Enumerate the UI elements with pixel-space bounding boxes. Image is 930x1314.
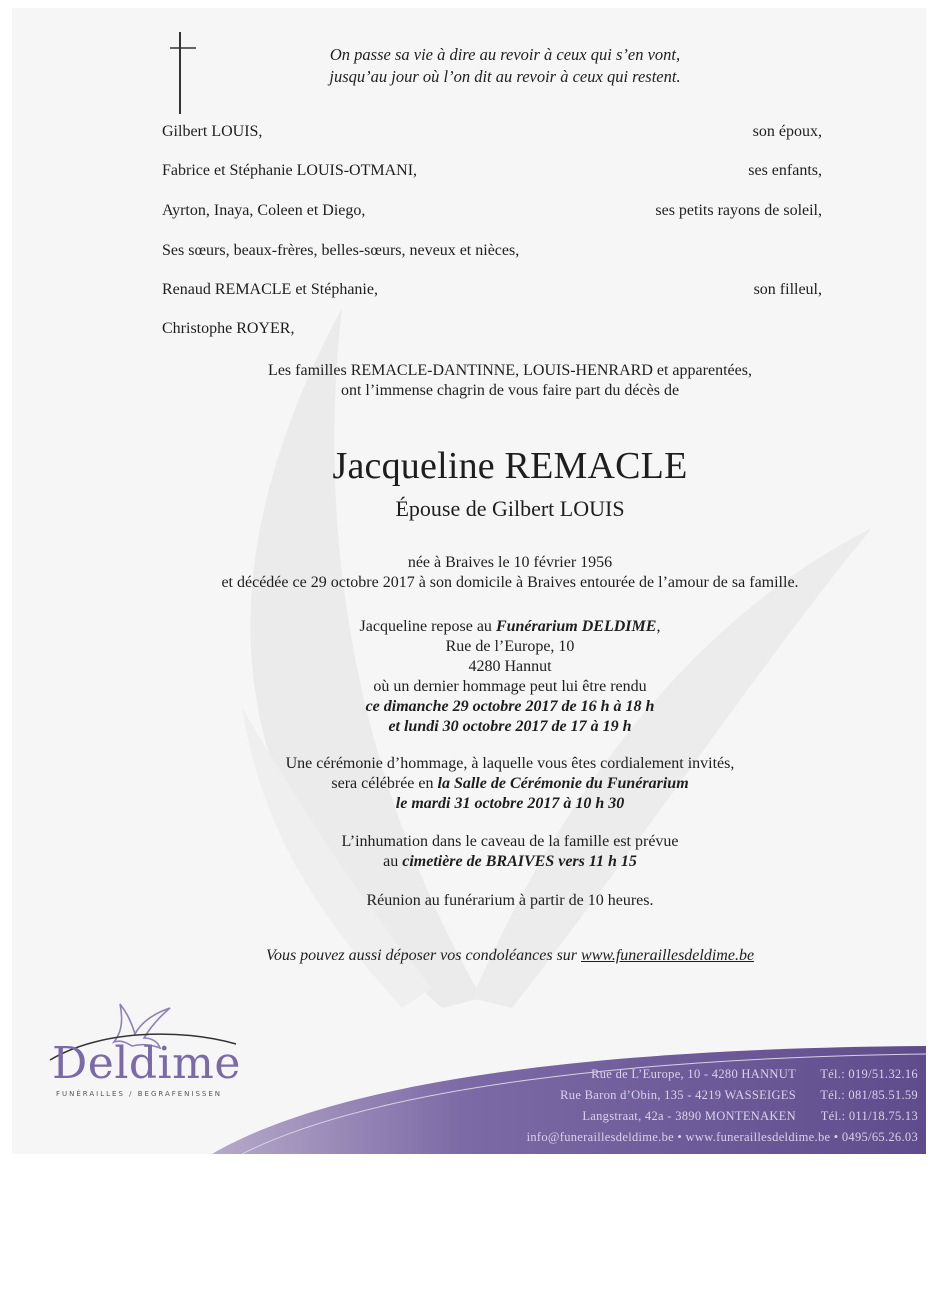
family-relation: son époux, <box>752 123 822 140</box>
dates-block <box>100 553 920 593</box>
ceremony-block <box>190 754 830 814</box>
footer-addresses <box>318 1064 918 1148</box>
burial-line-2 <box>190 852 830 872</box>
footer-line <box>318 1106 918 1127</box>
visitation-intro <box>190 617 830 637</box>
family-name: Christophe ROYER, <box>162 320 295 337</box>
family-row <box>162 281 822 303</box>
logo-tagline: FUNÉRAILLES / BEGRAFENISSEN <box>56 1090 223 1098</box>
visitation-time-2: et lundi 30 octobre 2017 de 17 à 19 h <box>388 718 632 735</box>
ceremony-line-2-pre: sera célébrée en <box>331 775 438 792</box>
family-relation: son filleul, <box>753 281 822 298</box>
visitation-place: Funérarium DELDIME <box>495 618 657 635</box>
announcement <box>190 361 830 401</box>
footer-line <box>318 1085 918 1106</box>
visitation-city: 4280 Hannut <box>468 658 552 675</box>
ceremony-line-1: Une cérémonie d’hommage, à laquelle vous êtes cordialement invités, <box>285 755 735 772</box>
footer-tel: Tél.: 081/85.51.59 <box>820 1088 918 1102</box>
burial-line-1: L’inhumation dans le caveau de la famille est prévue <box>341 833 679 850</box>
ceremony-place: la Salle de Cérémonie du Funérarium <box>437 775 689 792</box>
family-relation: ses enfants, <box>748 162 822 179</box>
birth-line: née à Braives le 10 février 1956 <box>407 554 613 571</box>
condolences-text: Vous pouvez aussi déposer vos condoléances sur <box>265 947 582 964</box>
quote-line-2: jusqu’au jour où l’on dit au revoir à ceux qui restent. <box>329 67 681 86</box>
footer-line <box>318 1064 918 1085</box>
burial-block <box>190 832 830 872</box>
family-row <box>162 162 822 184</box>
reunion-text: Réunion au funérarium à partir de 10 heures. <box>366 892 654 909</box>
visitation-time-1: ce dimanche 29 octobre 2017 de 16 h à 18 h <box>365 698 655 715</box>
family-row <box>162 242 822 264</box>
announcement-line-2: ont l’immense chagrin de vous faire part du décès de <box>340 382 680 399</box>
visitation-homage: où un dernier hommage peut lui être rendu <box>373 678 647 695</box>
death-line: et décédée ce 29 octobre 2017 à son domicile à Braives entourée de l’amour de sa famille. <box>221 574 799 591</box>
family-name: Gilbert LOUIS, <box>162 123 263 140</box>
family-name: Renaud REMACLE et Stéphanie, <box>162 281 378 298</box>
burial-place: cimetière de BRAIVES vers 11 h 15 <box>402 853 637 870</box>
logo-wordmark: Deldime <box>52 1038 241 1089</box>
visitation-block <box>190 617 830 737</box>
family-row <box>162 320 822 342</box>
footer-address: Rue Baron d’Obin, 135 - 4219 WASSEIGES <box>560 1088 796 1102</box>
footer-contact: info@funeraillesdeldime.be • www.funeraillesdeldime.be • 0495/65.26.03 <box>526 1130 918 1144</box>
quote-line-1: On passe sa vie à dire au revoir à ceux qui s’en vont, <box>329 45 681 64</box>
footer-tel: Tél.: 019/51.32.16 <box>820 1067 918 1081</box>
burial-line-2-pre: au <box>383 853 403 870</box>
condolences-line <box>190 947 830 965</box>
deceased-subtitle: Épouse de Gilbert LOUIS <box>395 496 625 521</box>
family-row <box>162 123 822 145</box>
visitation-intro-text: Jacqueline repose au <box>359 618 496 635</box>
announcement-line-1: Les familles REMACLE-DANTINNE, LOUIS-HENRARD et apparentées, <box>268 362 752 379</box>
footer-address: Langstraat, 42a - 3890 MONTENAKEN <box>582 1109 796 1123</box>
family-relation: ses petits rayons de soleil, <box>655 202 822 219</box>
family-row <box>162 202 822 224</box>
family-name: Ses sœurs, beaux-frères, belles-sœurs, neveux et nièces, <box>162 242 520 259</box>
visitation-comma: , <box>656 618 661 635</box>
footer-address: Rue de L’Europe, 10 - 4280 HANNUT <box>591 1067 796 1081</box>
ceremony-line-2 <box>190 774 830 794</box>
ceremony-date: le mardi 31 octobre 2017 à 10 h 30 <box>395 795 625 812</box>
visitation-street: Rue de l’Europe, 10 <box>445 638 575 655</box>
condolences-link[interactable]: www.funeraillesdeldime.be <box>581 947 755 964</box>
family-name: Fabrice et Stéphanie LOUIS-OTMANI, <box>162 162 418 179</box>
footer-tel: Tél.: 011/18.75.13 <box>820 1109 918 1123</box>
deceased-name: Jacqueline REMACLE <box>332 445 688 487</box>
family-name: Ayrton, Inaya, Coleen et Diego, <box>162 202 366 219</box>
opening-quote <box>160 44 850 88</box>
